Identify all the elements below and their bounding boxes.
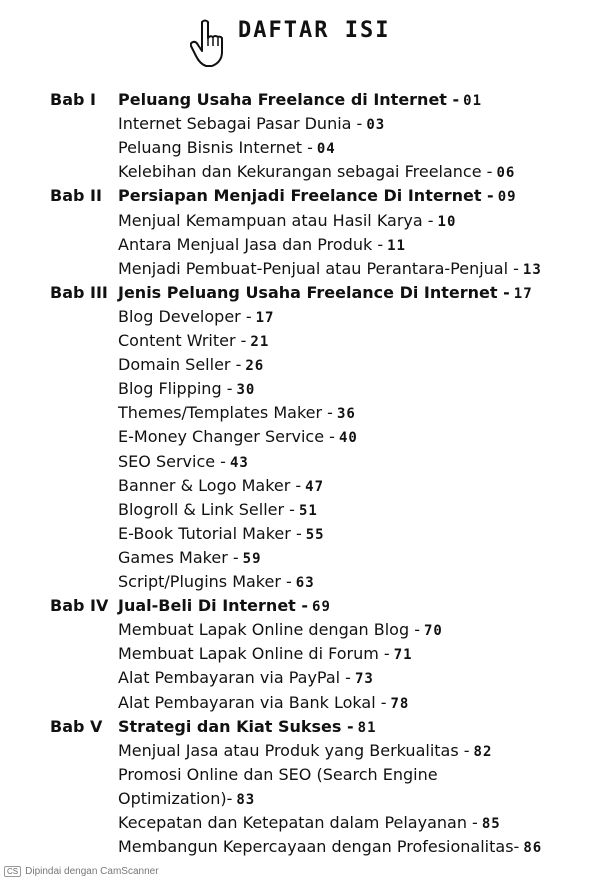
toc-entry xyxy=(0,233,600,257)
entry-title: SEO Service - xyxy=(118,451,226,471)
entry-wrap xyxy=(118,787,255,812)
entry-page-number: 71 xyxy=(393,647,413,664)
toc-entry xyxy=(0,642,600,666)
entry-wrap xyxy=(118,329,269,354)
chapter-separator: - xyxy=(341,716,354,736)
entry-page-number: 63 xyxy=(295,575,315,591)
hand-pointer-icon xyxy=(190,18,226,68)
toc-entry xyxy=(0,257,600,281)
camscanner-badge: CS xyxy=(4,866,21,877)
chapter-row xyxy=(0,184,600,208)
entry-page-number: 13 xyxy=(522,261,542,278)
toc-entry xyxy=(0,305,600,329)
entry-page-number: 70 xyxy=(423,623,443,640)
chapter-number: Bab IV xyxy=(50,596,109,616)
entry-title: Content Writer - xyxy=(118,331,247,350)
chapter-title: Peluang Usaha Freelance di Internet xyxy=(118,90,447,109)
entry-title: Antara Menjual Jasa dan Produk - xyxy=(118,234,384,254)
entry-page-number: 26 xyxy=(245,358,265,375)
entry-wrap xyxy=(118,377,255,402)
toc-entry xyxy=(0,160,600,184)
toc-entry xyxy=(0,377,600,401)
entry-wrap xyxy=(118,691,409,716)
entry-title: Themes/Templates Maker - xyxy=(118,403,333,423)
toc-entry xyxy=(0,811,600,835)
chapter-page-number: 09 xyxy=(497,189,517,206)
entry-wrap xyxy=(118,353,264,378)
toc-entry xyxy=(0,425,600,449)
chapter-row xyxy=(0,88,600,112)
entry-page-number: 21 xyxy=(250,334,270,350)
toc-entry xyxy=(0,353,600,377)
entry-title: Alat Pembayaran via Bank Lokal - xyxy=(118,692,387,712)
chapter-separator: - xyxy=(497,282,510,302)
entry-wrap xyxy=(118,401,356,426)
entry-wrap xyxy=(118,835,542,860)
chapter-page-number: 17 xyxy=(513,285,533,302)
entry-wrap xyxy=(118,305,274,330)
entry-title: Banner & Logo Maker - xyxy=(118,475,302,495)
entry-page-number: 11 xyxy=(387,237,406,254)
chapter-title-wrap xyxy=(118,184,517,209)
entry-wrap xyxy=(118,474,324,499)
entry-wrap xyxy=(118,136,336,161)
chapter-separator: - xyxy=(481,186,494,206)
entry-wrap xyxy=(118,546,262,571)
entry-wrap xyxy=(118,425,358,450)
chapter-number: Bab II xyxy=(50,186,102,206)
toc-entry xyxy=(0,618,600,642)
entry-wrap xyxy=(118,450,249,475)
entry-page-number: 17 xyxy=(255,309,275,326)
entry-title: Menjual Jasa atau Produk yang Berkualitas - xyxy=(118,740,470,760)
entry-wrap xyxy=(118,233,406,258)
chapter-row xyxy=(0,594,600,618)
chapter-separator: - xyxy=(446,90,460,109)
entry-wrap xyxy=(118,257,542,282)
entry-title: Domain Seller - xyxy=(118,355,242,375)
entry-wrap xyxy=(118,570,315,595)
toc-entry xyxy=(0,691,600,715)
entry-title: Script/Plugins Maker - xyxy=(118,572,292,591)
entry-page-number: 83 xyxy=(236,791,256,808)
toc-entry xyxy=(0,401,600,425)
entry-page-number: 30 xyxy=(236,382,256,399)
toc-entry xyxy=(0,570,600,594)
entry-title: Menjual Kemampuan atau Hasil Karya - xyxy=(118,210,434,230)
entry-wrap xyxy=(118,209,456,234)
toc-entry xyxy=(0,835,600,859)
entry-wrap xyxy=(118,811,501,836)
entry-wrap xyxy=(118,642,413,667)
chapter-separator: - xyxy=(295,596,309,616)
scanner-footer xyxy=(4,866,159,877)
entry-title: E-Book Tutorial Maker - xyxy=(118,523,302,543)
entry-page-number: 86 xyxy=(523,840,543,857)
entry-wrap xyxy=(118,666,374,691)
entry-wrap xyxy=(118,112,385,137)
chapter-number: Bab V xyxy=(50,716,103,736)
toc-entry xyxy=(0,209,600,233)
entry-page-number: 40 xyxy=(338,430,358,447)
entry-page-number: 03 xyxy=(366,117,386,134)
entry-title: Membangun Kepercayaan dengan Profesionalitas- xyxy=(118,837,520,857)
entry-title: Alat Pembayaran via PayPal - xyxy=(118,668,351,688)
entry-title: Blog Flipping - xyxy=(118,379,233,399)
toc-entry xyxy=(0,474,600,498)
toc-entry xyxy=(0,787,600,811)
entry-title: Membuat Lapak Online di Forum - xyxy=(118,644,390,664)
entry-wrap xyxy=(118,160,515,185)
entry-page-number: 51 xyxy=(298,502,318,519)
toc-entry xyxy=(0,522,600,546)
entry-page-number: 85 xyxy=(481,816,501,832)
chapter-page-number: 69 xyxy=(312,599,331,616)
chapter-number: Bab I xyxy=(50,90,96,109)
entry-title: Membuat Lapak Online dengan Blog - xyxy=(118,620,420,640)
chapter-number: Bab III xyxy=(50,282,108,302)
entry-page-number: 06 xyxy=(496,165,516,182)
chapter-page-number: 01 xyxy=(463,93,483,109)
entry-wrap xyxy=(118,739,492,764)
chapter-title: Jual-Beli Di Internet xyxy=(118,596,296,616)
entry-wrap xyxy=(118,522,325,547)
toc-entry xyxy=(0,739,600,763)
chapter-title-wrap xyxy=(118,715,377,740)
entry-wrap xyxy=(118,763,438,787)
toc-entry xyxy=(0,666,600,690)
entry-title: Games Maker - xyxy=(118,547,239,567)
chapter-title-wrap xyxy=(118,281,533,306)
entry-title: Optimization)- xyxy=(118,788,233,808)
entry-page-number: 36 xyxy=(336,406,356,423)
entry-page-number: 73 xyxy=(354,671,374,688)
chapter-row xyxy=(0,715,600,739)
entry-wrap xyxy=(118,618,443,643)
entry-title: Kecepatan dan Ketepatan dalam Pelayanan - xyxy=(118,813,478,832)
entry-title: E-Money Changer Service - xyxy=(118,427,335,447)
entry-title: Promosi Online dan SEO (Search Engine xyxy=(118,764,438,784)
footer-text: Dipindai dengan CamScanner xyxy=(25,866,159,877)
entry-page-number: 55 xyxy=(305,526,325,543)
toc-entry xyxy=(0,450,600,474)
entry-title: Blog Developer - xyxy=(118,306,252,326)
entry-page-number: 04 xyxy=(316,141,336,158)
entry-title: Peluang Bisnis Internet - xyxy=(118,138,313,158)
entry-title: Internet Sebagai Pasar Dunia - xyxy=(118,114,363,134)
entry-title: Blogroll & Link Seller - xyxy=(118,499,295,519)
entry-wrap xyxy=(118,498,318,523)
entry-page-number: 59 xyxy=(242,550,262,567)
page-title: DAFTAR ISI xyxy=(238,18,391,43)
chapter-title: Jenis Peluang Usaha Freelance Di Internet xyxy=(118,282,498,302)
toc-entry xyxy=(0,136,600,160)
chapter-title-wrap xyxy=(118,88,482,113)
chapter-title: Strategi dan Kiat Sukses xyxy=(118,716,342,736)
entry-page-number: 10 xyxy=(437,213,457,230)
entry-title: Menjadi Pembuat-Penjual atau Perantara-Penjual - xyxy=(118,258,519,278)
entry-page-number: 43 xyxy=(229,454,249,471)
chapter-title: Persiapan Menjadi Freelance Di Internet xyxy=(118,186,482,206)
chapter-row xyxy=(0,281,600,305)
chapter-page-number: 81 xyxy=(357,719,377,736)
entry-page-number: 82 xyxy=(473,743,493,760)
chapter-title-wrap xyxy=(118,594,331,619)
entry-page-number: 78 xyxy=(390,695,410,712)
toc-entry xyxy=(0,546,600,570)
toc-entry xyxy=(0,112,600,136)
toc-entry xyxy=(0,498,600,522)
toc-entry xyxy=(0,763,600,787)
entry-title: Kelebihan dan Kekurangan sebagai Freelance - xyxy=(118,162,493,182)
toc-entry xyxy=(0,329,600,353)
entry-page-number: 47 xyxy=(305,478,325,495)
